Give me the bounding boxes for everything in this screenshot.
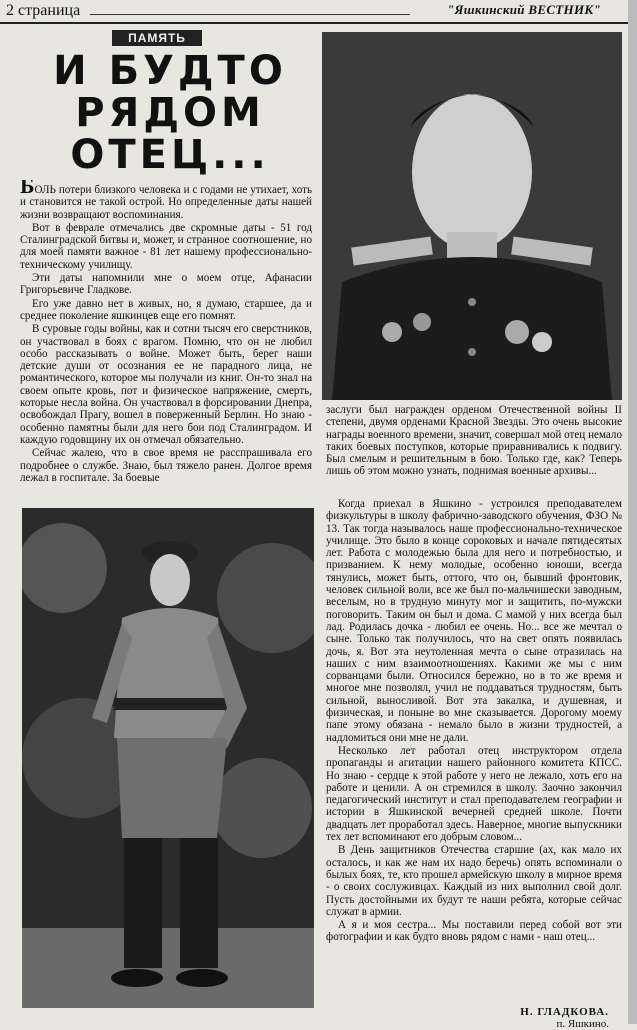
paragraph: Эти даты напомнили мне о моем отце, Афанасии Григорьевиче Гладкове. bbox=[20, 272, 312, 297]
newspaper-title: "Яшкинский ВЕСТНИК" bbox=[446, 2, 601, 17]
header-rule bbox=[90, 14, 410, 15]
paragraph: В суровые годы войны, как и сотни тысяч его сверстников, он участвовал в боях с врагом. Помню, что он не любил особо рассказывать о войне. Может быть, берег наши детские души от осознания ее не парадного лица, не романтического, которое мы получали из книг. Он-то знал на своем опыте кровь, пот и физическое напряжение, смерть, которые несла война. Он участвовал в форсировании Днепра, освобождал Прагу, вошел в поверженный Берлин. Но знаю - особенно памятны были для него бои под Сталинградом. И каждую годовщину их он отмечал обязательно. bbox=[20, 323, 312, 446]
paragraph: Сейчас жалею, что в свое время не расспрашивала его подробнее о службе. Знаю, был тяжело ранен. Долгое время лежал в госпитале. За боевые bbox=[20, 447, 312, 484]
article-column-left bbox=[20, 180, 312, 508]
paragraph: заслуги был награжден орденом Отечественной войны II степени, двумя орденами Красной Звезды. Это очень высокие награды военного времени, значит, совершал мой отец немало таких боевых поступков, которые приравнивались к подвигу. Был смелым и решительным в бою. Только где, как? Теперь лишь об этом можно узнать, поднимая военные архивы... bbox=[326, 404, 622, 478]
signature bbox=[520, 1006, 609, 1030]
rubric-label: ПАМЯТЬ bbox=[112, 30, 202, 46]
portrait-photo bbox=[322, 32, 622, 400]
headline bbox=[20, 50, 320, 176]
full-length-photo bbox=[22, 508, 314, 1008]
paragraph: Когда приехал в Яшкино - устроился преподавателем физкультуры в школу фабрично-заводского обучения, ФЗО № 13. Так тогда называлось наше профессионально-техническое училище. Это было в конце сороковых и начале пятидесятых лет. Работа с молодежью была для него и потребностью, и призванием. К нему молодые, особенно юноши, всегда тянулись, может быть, оттого, что он, бывший фронтовик, человек сильной воли, все же был по-мальчишески заводным, веселым, но в трудную минуту мог и защитить, по-мужски поговорить. Таким он был и дома. С мамой у них всегда был лад. Родилась дочка - любил ее очень. Но... все же мечтал о сыне. Только так получилось, что на свет опять появилась дочь, я. Вот эта неутоленная мечта о сыне отразилась на наших с ним взаимоотношениях. Какими же мы с ним сорванцами были. Относился бережно, но в то же время и многое мне позволял, учил не поддаваться трудностям, быть сильной, выносливой. Вот эта закалка, и душевная, и физическая, и поныне во мне сказывается. Дорогому моему папе этому обязана - немало было в жизни трудностей, а надломиться они мне не дали. bbox=[326, 498, 622, 744]
headline-line-1: И БУДТО bbox=[53, 48, 287, 94]
paragraph: А я и моя сестра... Мы поставили перед собой вот эти фотографии и как будто вновь рядом с нами - наш отец... bbox=[326, 919, 622, 944]
paragraph: Несколько лет работал отец инструктором отдела пропаганды и агитации нашего районного комитета КПСС. Но знаю - сердце к этой работе у него не лежало, хоть его на работе и ценили. А он стремился в школу. Заочно закончил педагогический институт и стал преподавателем географии и истории в Яшкинской вечерней средней школе. Почти двадцать лет проработал здесь. Наверное, многие выпускники тех лет вспоминают его добрым словом... bbox=[326, 744, 622, 844]
drop-cap: Б bbox=[20, 180, 35, 198]
article-column-right-top bbox=[326, 404, 622, 496]
paragraph: БОЛЬ потери близкого человека и с годами не утихает, хоть и становится не такой острой. Но определенные даты нашей жизни возвращают воспоминания. bbox=[20, 180, 312, 221]
headline-line-2: РЯДОМ bbox=[75, 90, 265, 136]
headline-line-3: ОТЕЦ... bbox=[70, 132, 270, 178]
author-name: Н. ГЛАДКОВА. bbox=[520, 1006, 609, 1018]
author-place: п. Яшкино. bbox=[556, 1018, 609, 1030]
paragraph: Вот в феврале отмечались две скромные даты - 51 год Сталинградской битвы и, может, и странное соотношение, но для моей памяти важное - 81 лет нашему профессионально-техническому училищу. bbox=[20, 221, 312, 271]
article-column-right bbox=[326, 498, 622, 1004]
paragraph: В День защитников Отечества старшие (ах, как мало их осталось, и как же нам их надо беречь) опять вспоминали о былых боях, те, кто прошел армейскую школу в мирное время - о своих сослуживцах. Каждый из них выполнил свой долг. Пусть достойными их будут те наши ребята, которые сейчас служат в армии. bbox=[326, 844, 622, 918]
page-edge bbox=[628, 0, 637, 1024]
paragraph: Его уже давно нет в живых, но, я думаю, старшее, да и среднее поколение яшкинцев еще его помнят. bbox=[20, 297, 312, 322]
page-number: 2 страница bbox=[6, 2, 81, 19]
page-header bbox=[0, 0, 637, 24]
